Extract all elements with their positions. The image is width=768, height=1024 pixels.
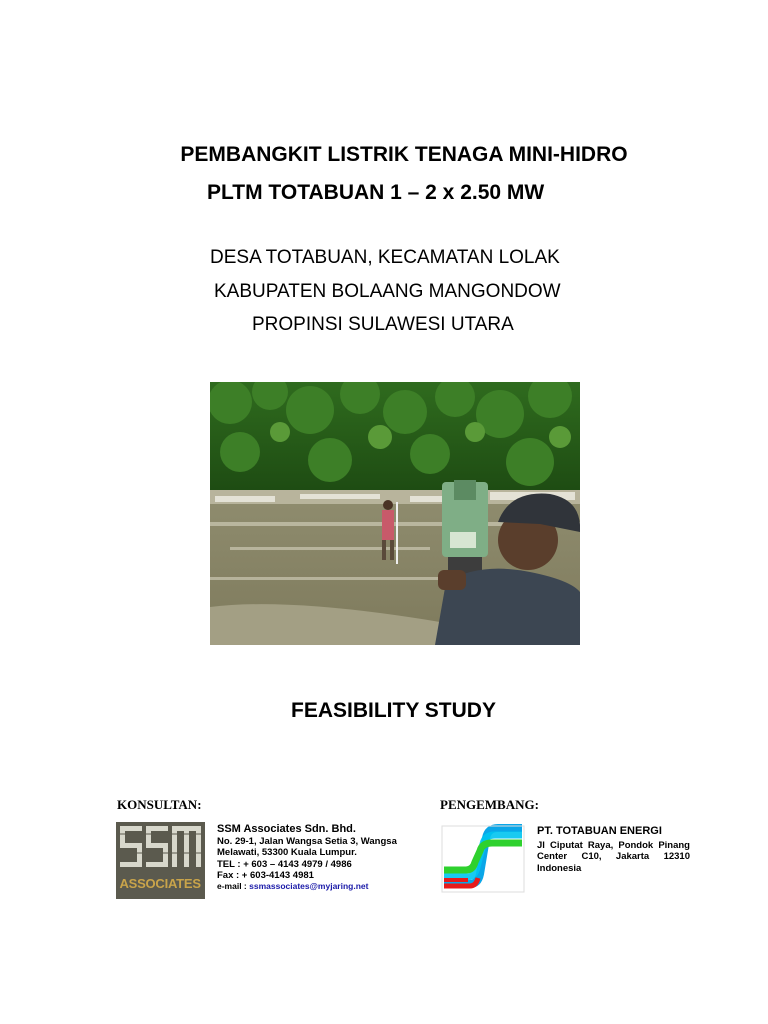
consultant-name: SSM Associates Sdn. Bhd.: [217, 823, 356, 835]
consultant-tel: TEL : + 603 – 4143 4979 / 4986: [217, 858, 352, 870]
ssm-associates-logo: [116, 822, 205, 899]
consultant-email-row: [217, 881, 407, 892]
consultant-email-link[interactable]: ssmassociates@myjaring.net: [249, 881, 369, 892]
study-title: FEASIBILITY STUDY: [291, 699, 496, 722]
consultant-label: KONSULTAN:: [117, 797, 202, 812]
document-title: PEMBANGKIT LISTRIK TENAGA MINI-HIDRO: [180, 143, 628, 166]
location-line-2: KABUPATEN BOLAANG MANGONDOW: [214, 281, 561, 302]
consultant-fax: Fax : + 603-4143 4981: [217, 869, 314, 881]
developer-details: [537, 826, 690, 874]
ssm-logo-text: ASSOCIATES: [119, 876, 202, 891]
developer-name: PT. TOTABUAN ENERGI: [537, 825, 662, 837]
consultant-address: No. 29-1, Jalan Wangsa Setia 3, Wangsa Melawati, 53300 Kuala Lumpur.: [217, 836, 397, 859]
river-survey-photo: [210, 382, 580, 645]
developer-address: Jl Ciputat Raya, Pondok Pinang Center C10, Jakarta 12310 Indonesia: [537, 840, 690, 874]
pt-totabuan-logo: [440, 824, 526, 894]
developer-label: PENGEMBANG:: [440, 797, 539, 812]
location-line-3: PROPINSI SULAWESI UTARA: [252, 314, 514, 335]
location-line-1: DESA TOTABUAN, KECAMATAN LOLAK: [210, 247, 560, 268]
consultant-details: [217, 824, 407, 892]
project-subtitle: PLTM TOTABUAN 1 – 2 x 2.50 MW: [207, 181, 545, 204]
email-label: e-mail :: [217, 881, 247, 892]
